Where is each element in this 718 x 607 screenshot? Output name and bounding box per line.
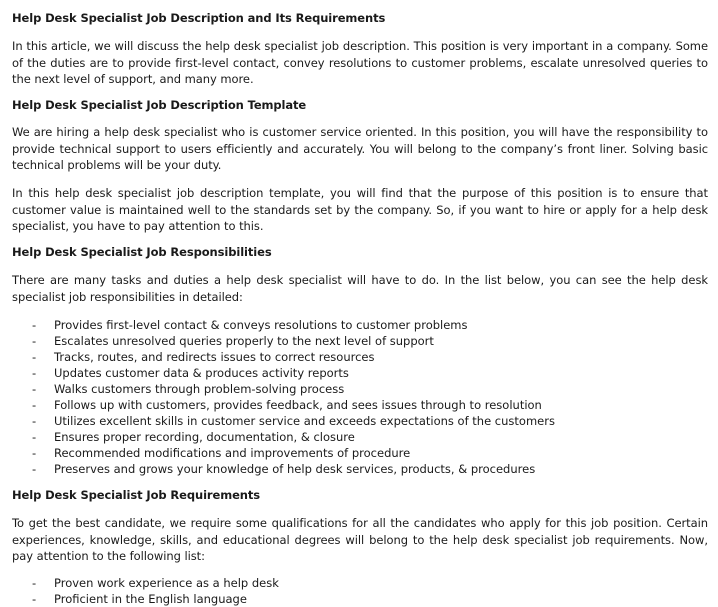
- responsibilities-paragraph: There are many tasks and duties a help desk specialist will have to do. In the list below, you can see the help desk specialist job responsibilities in detailed:: [12, 273, 708, 304]
- list-item: - Provides first-level contact & conveys resolutions to customer problems: [32, 318, 468, 332]
- list-item: - Proficient in the English language: [32, 592, 247, 606]
- list-item: - Follows up with customers, provides feedback, and sees issues through to resolution: [32, 398, 542, 412]
- list-item: - Walks customers through problem-solving process: [32, 382, 345, 396]
- list-item: - Escalates unresolved queries properly to the next level of support: [32, 334, 434, 348]
- list-item: - Preserves and grows your knowledge of help desk services, products, & procedures: [32, 462, 536, 476]
- section-heading-responsibilities: Help Desk Specialist Job Responsibilities: [12, 245, 272, 259]
- template-paragraph-1: We are hiring a help desk specialist who is customer service oriented. In this position, you will have the responsibility to provide technical support to users efficiently and accurately. You will belong to the company’s front liner. Solving basic technical problems will be your duty.: [12, 125, 708, 172]
- responsibilities-list: [12, 317, 708, 477]
- document-title: Help Desk Specialist Job Description and Its Requirements: [12, 11, 386, 25]
- list-item: - Recommended modifications and improvements of procedure: [32, 446, 411, 460]
- list-item: - Proven work experience as a help desk: [32, 576, 279, 590]
- intro-paragraph: In this article, we will discuss the help desk specialist job description. This position is very important in a company. Some of the duties are to provide first-level contact, convey resolutions to customer problems, escalate unresolved queries to the next level of support, and many more.: [12, 39, 708, 86]
- section-heading-requirements: Help Desk Specialist Job Requirements: [12, 488, 261, 502]
- list-item: - Updates customer data & produces activity reports: [32, 366, 349, 380]
- requirements-paragraph: To get the best candidate, we require some qualifications for all the candidates who apply for this job position. Certain experiences, knowledge, skills, and educational degrees will belong to the help desk specialist job requirements. Now, pay attention to the following list:: [12, 516, 708, 563]
- list-item: - Tracks, routes, and redirects issues to correct resources: [32, 350, 375, 364]
- requirements-list: [12, 575, 708, 607]
- list-item: - Ensures proper recording, documentation, & closure: [32, 430, 355, 444]
- template-paragraph-2: In this help desk specialist job description template, you will find that the purpose of this position is to ensure that customer value is maintained well to the standards set by the company. So, if you want to hire or apply for a help desk specialist, you have to pay attention to this.: [12, 186, 708, 233]
- section-heading-template: Help Desk Specialist Job Description Template: [12, 98, 307, 112]
- list-item: - Utilizes excellent skills in customer service and exceeds expectations of the customers: [32, 414, 555, 428]
